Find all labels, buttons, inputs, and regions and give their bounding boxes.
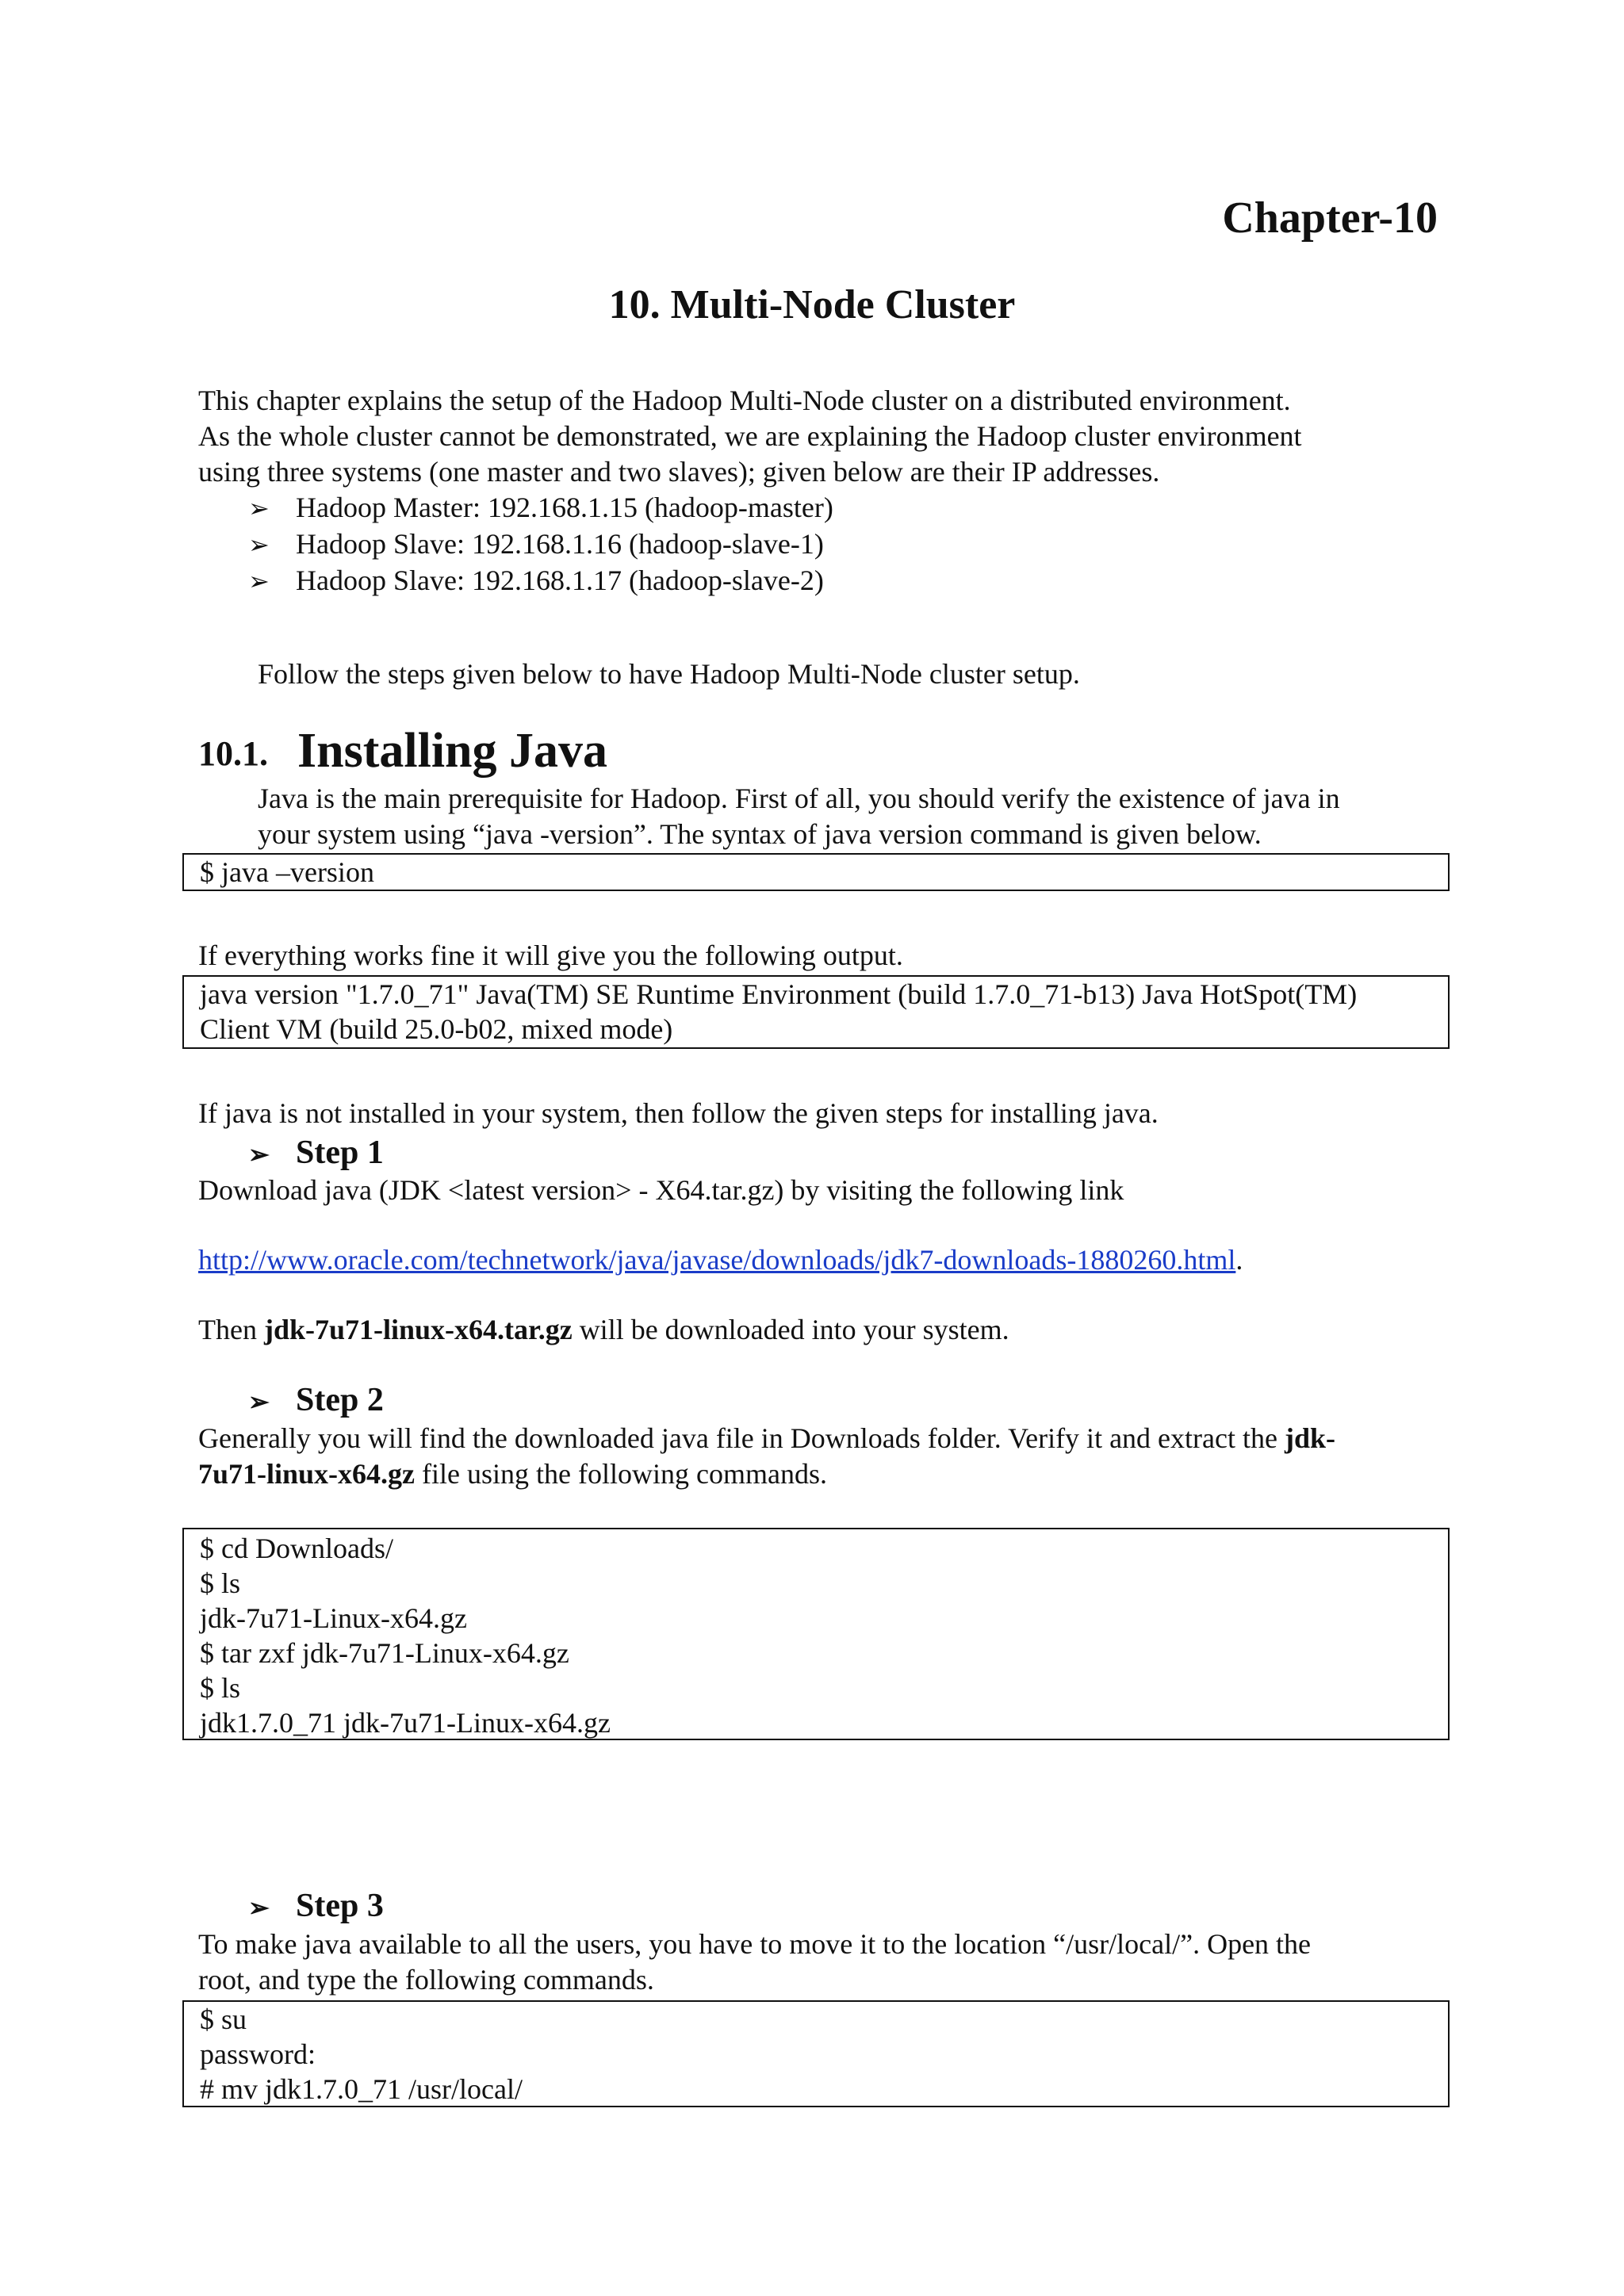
code-line: Client VM (build 25.0-b02, mixed mode) [200, 1013, 673, 1045]
download-link-line [198, 1242, 1243, 1278]
step1-text: Download java (JDK <latest version> - X64.tar.gz) by visiting the following link [198, 1174, 1124, 1206]
node-text: Hadoop Master: 192.168.1.15 (hadoop-master) [296, 492, 833, 523]
version-command-box [182, 853, 1450, 891]
then-suffix: will be downloaded into your system. [572, 1314, 1009, 1345]
extract-commands-box [182, 1528, 1450, 1740]
step3-heading [248, 1887, 384, 1925]
section-intro [258, 781, 1340, 852]
section-title: Installing Java [297, 724, 608, 778]
output-intro: If everything works fine it will give you the following output. [198, 939, 903, 971]
section-intro-line: your system using “java -version”. The syntax of java version command is given below. [258, 818, 1262, 850]
arrow-bullet-icon: ➢ [248, 530, 270, 559]
step-label: Step 3 [296, 1888, 384, 1924]
step3-line: To make java available to all the users, you have to move it to the location “/usr/local/”. Open the [198, 1928, 1312, 1960]
arrow-bullet-icon: ➢ [248, 494, 270, 522]
code-line: $ ls [200, 1672, 241, 1704]
step2-line2-text: file using the following commands. [415, 1458, 827, 1490]
then-text [198, 1312, 1009, 1348]
step-label: Step 1 [296, 1135, 384, 1171]
page-title: 10. Multi-Node Cluster [608, 282, 1016, 327]
chapter-label: Chapter-10 [1222, 193, 1438, 243]
then-prefix: Then [198, 1314, 264, 1345]
list-item [248, 526, 833, 563]
output-box [182, 975, 1450, 1049]
link-suffix: . [1235, 1244, 1243, 1276]
step2-heading [248, 1381, 384, 1419]
step2-line1-bold: jdk- [1284, 1422, 1335, 1454]
intro-line: This chapter explains the setup of the Hadoop Multi-Node cluster on a distributed environment. [198, 385, 1291, 416]
list-item [248, 490, 833, 526]
step2-line [198, 1456, 1335, 1492]
step1-heading [248, 1134, 384, 1172]
follow-text: Follow the steps given below to have Hadoop Multi-Node cluster setup. [258, 658, 1080, 690]
node-list [248, 490, 833, 599]
step2-line1-text: Generally you will find the downloaded java file in Downloads folder. Verify it and extract the [198, 1422, 1285, 1454]
step3-text [198, 1927, 1311, 1998]
step2-text [198, 1421, 1335, 1492]
step3-line: root, and type the following commands. [198, 1964, 654, 1996]
download-link[interactable]: http://www.oracle.com/technetwork/java/javase/downloads/jdk7-downloads-1880260.html [198, 1244, 1236, 1276]
code-line: $ ls [200, 1567, 241, 1599]
step2-line [198, 1421, 1335, 1456]
code-line: jdk1.7.0_71 jdk-7u71-Linux-x64.gz [200, 1707, 611, 1739]
section-intro-line: Java is the main prerequisite for Hadoop. First of all, you should verify the existence of java in [258, 783, 1340, 814]
code-line: $ tar zxf jdk-7u71-Linux-x64.gz [200, 1637, 569, 1669]
arrow-bullet-icon: ➢ [248, 1387, 270, 1416]
code-line: $ su [200, 2003, 247, 2035]
arrow-bullet-icon: ➢ [248, 1140, 270, 1169]
intro-paragraph [198, 383, 1302, 490]
not-installed-text: If java is not installed in your system, then follow the given steps for installing java. [198, 1097, 1159, 1129]
code-line: java version "1.7.0_71" Java(TM) SE Runtime Environment (build 1.7.0_71-b13) Java HotSpot(TM) [200, 978, 1358, 1010]
then-file: jdk-7u71-linux-x64.tar.gz [263, 1314, 573, 1345]
code-line: # mv jdk1.7.0_71 /usr/local/ [200, 2073, 523, 2105]
intro-line: As the whole cluster cannot be demonstrated, we are explaining the Hadoop cluster environment [198, 420, 1302, 452]
arrow-bullet-icon: ➢ [248, 567, 270, 595]
move-commands-box [182, 2000, 1450, 2107]
code-line: jdk-7u71-Linux-x64.gz [200, 1602, 467, 1634]
step-label: Step 2 [296, 1382, 384, 1418]
code-line: password: [200, 2038, 316, 2070]
arrow-bullet-icon: ➢ [248, 1893, 270, 1922]
code-line: $ java –version [200, 856, 374, 888]
step2-line2-bold: 7u71-linux-x64.gz [198, 1458, 416, 1490]
intro-line: using three systems (one master and two slaves); given below are their IP addresses. [198, 456, 1160, 488]
node-text: Hadoop Slave: 192.168.1.17 (hadoop-slave-2) [296, 564, 824, 596]
node-text: Hadoop Slave: 192.168.1.16 (hadoop-slave-1) [296, 528, 824, 560]
code-line: $ cd Downloads/ [200, 1533, 393, 1564]
section-number: 10.1. [198, 734, 268, 773]
list-item [248, 563, 833, 599]
